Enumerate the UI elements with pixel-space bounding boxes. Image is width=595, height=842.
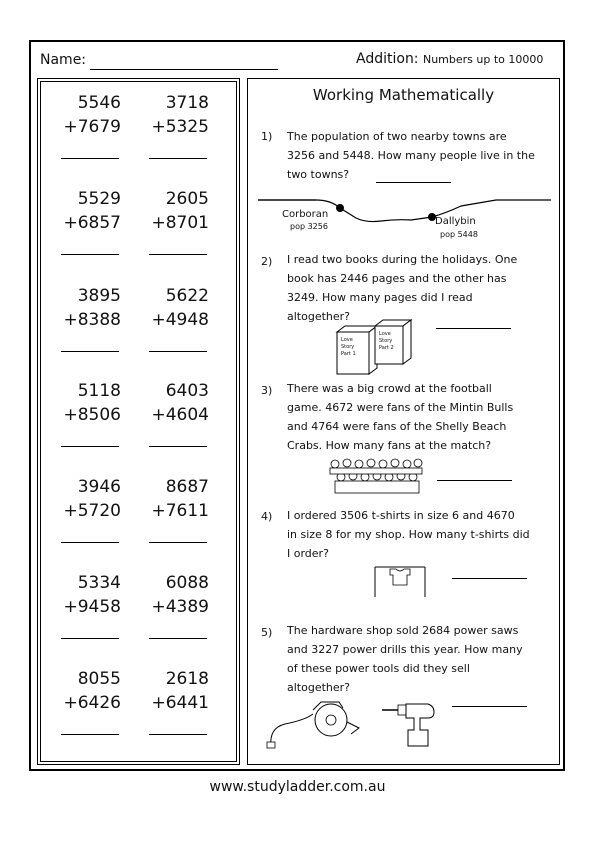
sum-addend-2: +5325 bbox=[151, 117, 209, 137]
sum-answer-line[interactable] bbox=[61, 542, 119, 543]
book-cover-text: Love bbox=[379, 331, 391, 337]
answer-line[interactable] bbox=[452, 706, 527, 707]
sum-problem bbox=[141, 91, 211, 159]
sum-answer-line[interactable] bbox=[61, 158, 119, 159]
question-4-text bbox=[287, 506, 557, 563]
question-line: I ordered 3506 t-shirts in size 6 and 4670 bbox=[287, 509, 515, 522]
sum-answer-line[interactable] bbox=[149, 254, 207, 255]
question-number: 1) bbox=[261, 130, 273, 143]
sum-addend-1: 5546 bbox=[77, 93, 121, 113]
question-2-text bbox=[287, 250, 552, 326]
book-cover-text: Part 2 bbox=[379, 345, 394, 351]
town-marker bbox=[336, 204, 344, 212]
sum-problem bbox=[53, 475, 123, 543]
sum-problem bbox=[141, 667, 211, 735]
sum-addend-2: +4604 bbox=[151, 405, 209, 425]
name-answer-line[interactable] bbox=[90, 69, 278, 70]
question-line: game. 4672 were fans of the Mintin Bulls bbox=[287, 401, 514, 414]
question-line: 3249. How many pages did I read bbox=[287, 291, 473, 304]
crowd-illustration bbox=[327, 457, 425, 495]
book-cover-text: Story bbox=[379, 338, 393, 344]
sum-addend-2: +7679 bbox=[63, 117, 121, 137]
sum-problem bbox=[53, 571, 123, 639]
sum-answer-line[interactable] bbox=[149, 638, 207, 639]
power-drill-illustration bbox=[380, 700, 440, 752]
sum-addend-1: 6088 bbox=[165, 573, 209, 593]
question-number: 5) bbox=[261, 626, 273, 639]
sum-addend-2: +6857 bbox=[63, 213, 121, 233]
sum-addend-1: 3895 bbox=[77, 286, 121, 306]
sum-addend-2: +5720 bbox=[63, 501, 121, 521]
question-number: 3) bbox=[261, 384, 273, 397]
sum-addend-2: +7611 bbox=[151, 501, 209, 521]
sum-addend-2: +4948 bbox=[151, 310, 209, 330]
sum-addend-1: 3718 bbox=[165, 93, 209, 113]
book-1-cover bbox=[341, 337, 356, 358]
question-line: The hardware shop sold 2684 power saws bbox=[287, 624, 519, 637]
sum-answer-line[interactable] bbox=[61, 254, 119, 255]
question-line: There was a big crowd at the football bbox=[287, 382, 492, 395]
sum-problem bbox=[53, 667, 123, 735]
question-line: I read two books during the holidays. One bbox=[287, 253, 518, 266]
sum-addend-2: +9458 bbox=[63, 597, 121, 617]
sum-problem bbox=[53, 379, 123, 447]
question-1-text bbox=[287, 127, 552, 184]
sum-problem bbox=[53, 91, 123, 159]
town-1-label: Corboran bbox=[282, 209, 329, 220]
book-cover-text: Story bbox=[341, 344, 355, 350]
sum-problem bbox=[53, 187, 123, 255]
question-line: and 4764 were fans of the Shelly Beach bbox=[287, 420, 507, 433]
sum-addend-1: 8055 bbox=[77, 669, 121, 689]
sum-addend-1: 8687 bbox=[165, 477, 209, 497]
question-number: 4) bbox=[261, 510, 273, 523]
topic-title: Addition: bbox=[356, 51, 419, 67]
sum-addend-1: 2605 bbox=[165, 189, 209, 209]
question-line: of these power tools did they sell bbox=[287, 662, 470, 675]
sum-addend-1: 6403 bbox=[165, 381, 209, 401]
question-line: Crabs. How many fans at the match? bbox=[287, 439, 492, 452]
sum-answer-line[interactable] bbox=[149, 446, 207, 447]
sum-answer-line[interactable] bbox=[149, 351, 207, 352]
question-line: altogether? bbox=[287, 681, 351, 694]
question-5-text bbox=[287, 621, 552, 697]
question-line: The population of two nearby towns are bbox=[287, 130, 507, 143]
sum-answer-line[interactable] bbox=[149, 734, 207, 735]
sum-addend-1: 2618 bbox=[165, 669, 209, 689]
sum-problem bbox=[141, 379, 211, 447]
answer-line[interactable] bbox=[376, 182, 451, 183]
question-line: in size 8 for my shop. How many t-shirts did bbox=[287, 528, 530, 541]
question-line: two towns? bbox=[287, 168, 350, 181]
sum-addend-1: 3946 bbox=[77, 477, 121, 497]
sum-addend-2: +8701 bbox=[151, 213, 209, 233]
town-2-label: Dallybin bbox=[435, 216, 476, 227]
sum-problem bbox=[141, 475, 211, 543]
sum-answer-line[interactable] bbox=[149, 158, 207, 159]
question-line: altogether? bbox=[287, 310, 351, 323]
question-line: and 3227 power drills this year. How many bbox=[287, 643, 523, 656]
answer-line[interactable] bbox=[452, 578, 527, 579]
sums-panel bbox=[40, 81, 237, 762]
question-line: book has 2446 pages and the other has bbox=[287, 272, 507, 285]
sum-problem bbox=[141, 571, 211, 639]
sum-answer-line[interactable] bbox=[149, 542, 207, 543]
question-line: I order? bbox=[287, 547, 329, 560]
sum-answer-line[interactable] bbox=[61, 638, 119, 639]
sum-addend-2: +6441 bbox=[151, 693, 209, 713]
sum-addend-2: +6426 bbox=[63, 693, 121, 713]
sum-answer-line[interactable] bbox=[61, 734, 119, 735]
book-cover-text: Part 1 bbox=[341, 351, 356, 357]
question-3-text bbox=[287, 379, 552, 455]
t-shirt-rack-illustration bbox=[373, 563, 427, 599]
sum-addend-1: 5529 bbox=[77, 189, 121, 209]
book-2-cover bbox=[379, 331, 394, 352]
sum-answer-line[interactable] bbox=[61, 351, 119, 352]
sum-problem bbox=[141, 284, 211, 352]
sum-problem bbox=[53, 284, 123, 352]
name-label: Name: bbox=[40, 52, 87, 68]
town-1-population: pop 3256 bbox=[290, 222, 328, 231]
power-saw-illustration bbox=[265, 698, 365, 750]
question-line: 3256 and 5448. How many people live in the bbox=[287, 149, 535, 162]
word-problems-title: Working Mathematically bbox=[312, 86, 495, 104]
sum-addend-2: +4389 bbox=[151, 597, 209, 617]
sum-addend-1: 5118 bbox=[77, 381, 121, 401]
question-number: 2) bbox=[261, 255, 273, 268]
sum-addend-2: +8388 bbox=[63, 310, 121, 330]
sum-problem bbox=[141, 187, 211, 255]
sum-addend-2: +8506 bbox=[63, 405, 121, 425]
sum-answer-line[interactable] bbox=[61, 446, 119, 447]
sum-addend-1: 5622 bbox=[165, 286, 209, 306]
book-cover-text: Love bbox=[341, 337, 353, 343]
answer-line[interactable] bbox=[436, 328, 511, 329]
footer-url[interactable]: www.studyladder.com.au bbox=[209, 779, 386, 795]
answer-line[interactable] bbox=[437, 480, 512, 481]
town-2-population: pop 5448 bbox=[440, 230, 478, 239]
worksheet-topic bbox=[356, 51, 543, 67]
sum-addend-1: 5334 bbox=[77, 573, 121, 593]
topic-subtitle: Numbers up to 10000 bbox=[422, 53, 544, 66]
